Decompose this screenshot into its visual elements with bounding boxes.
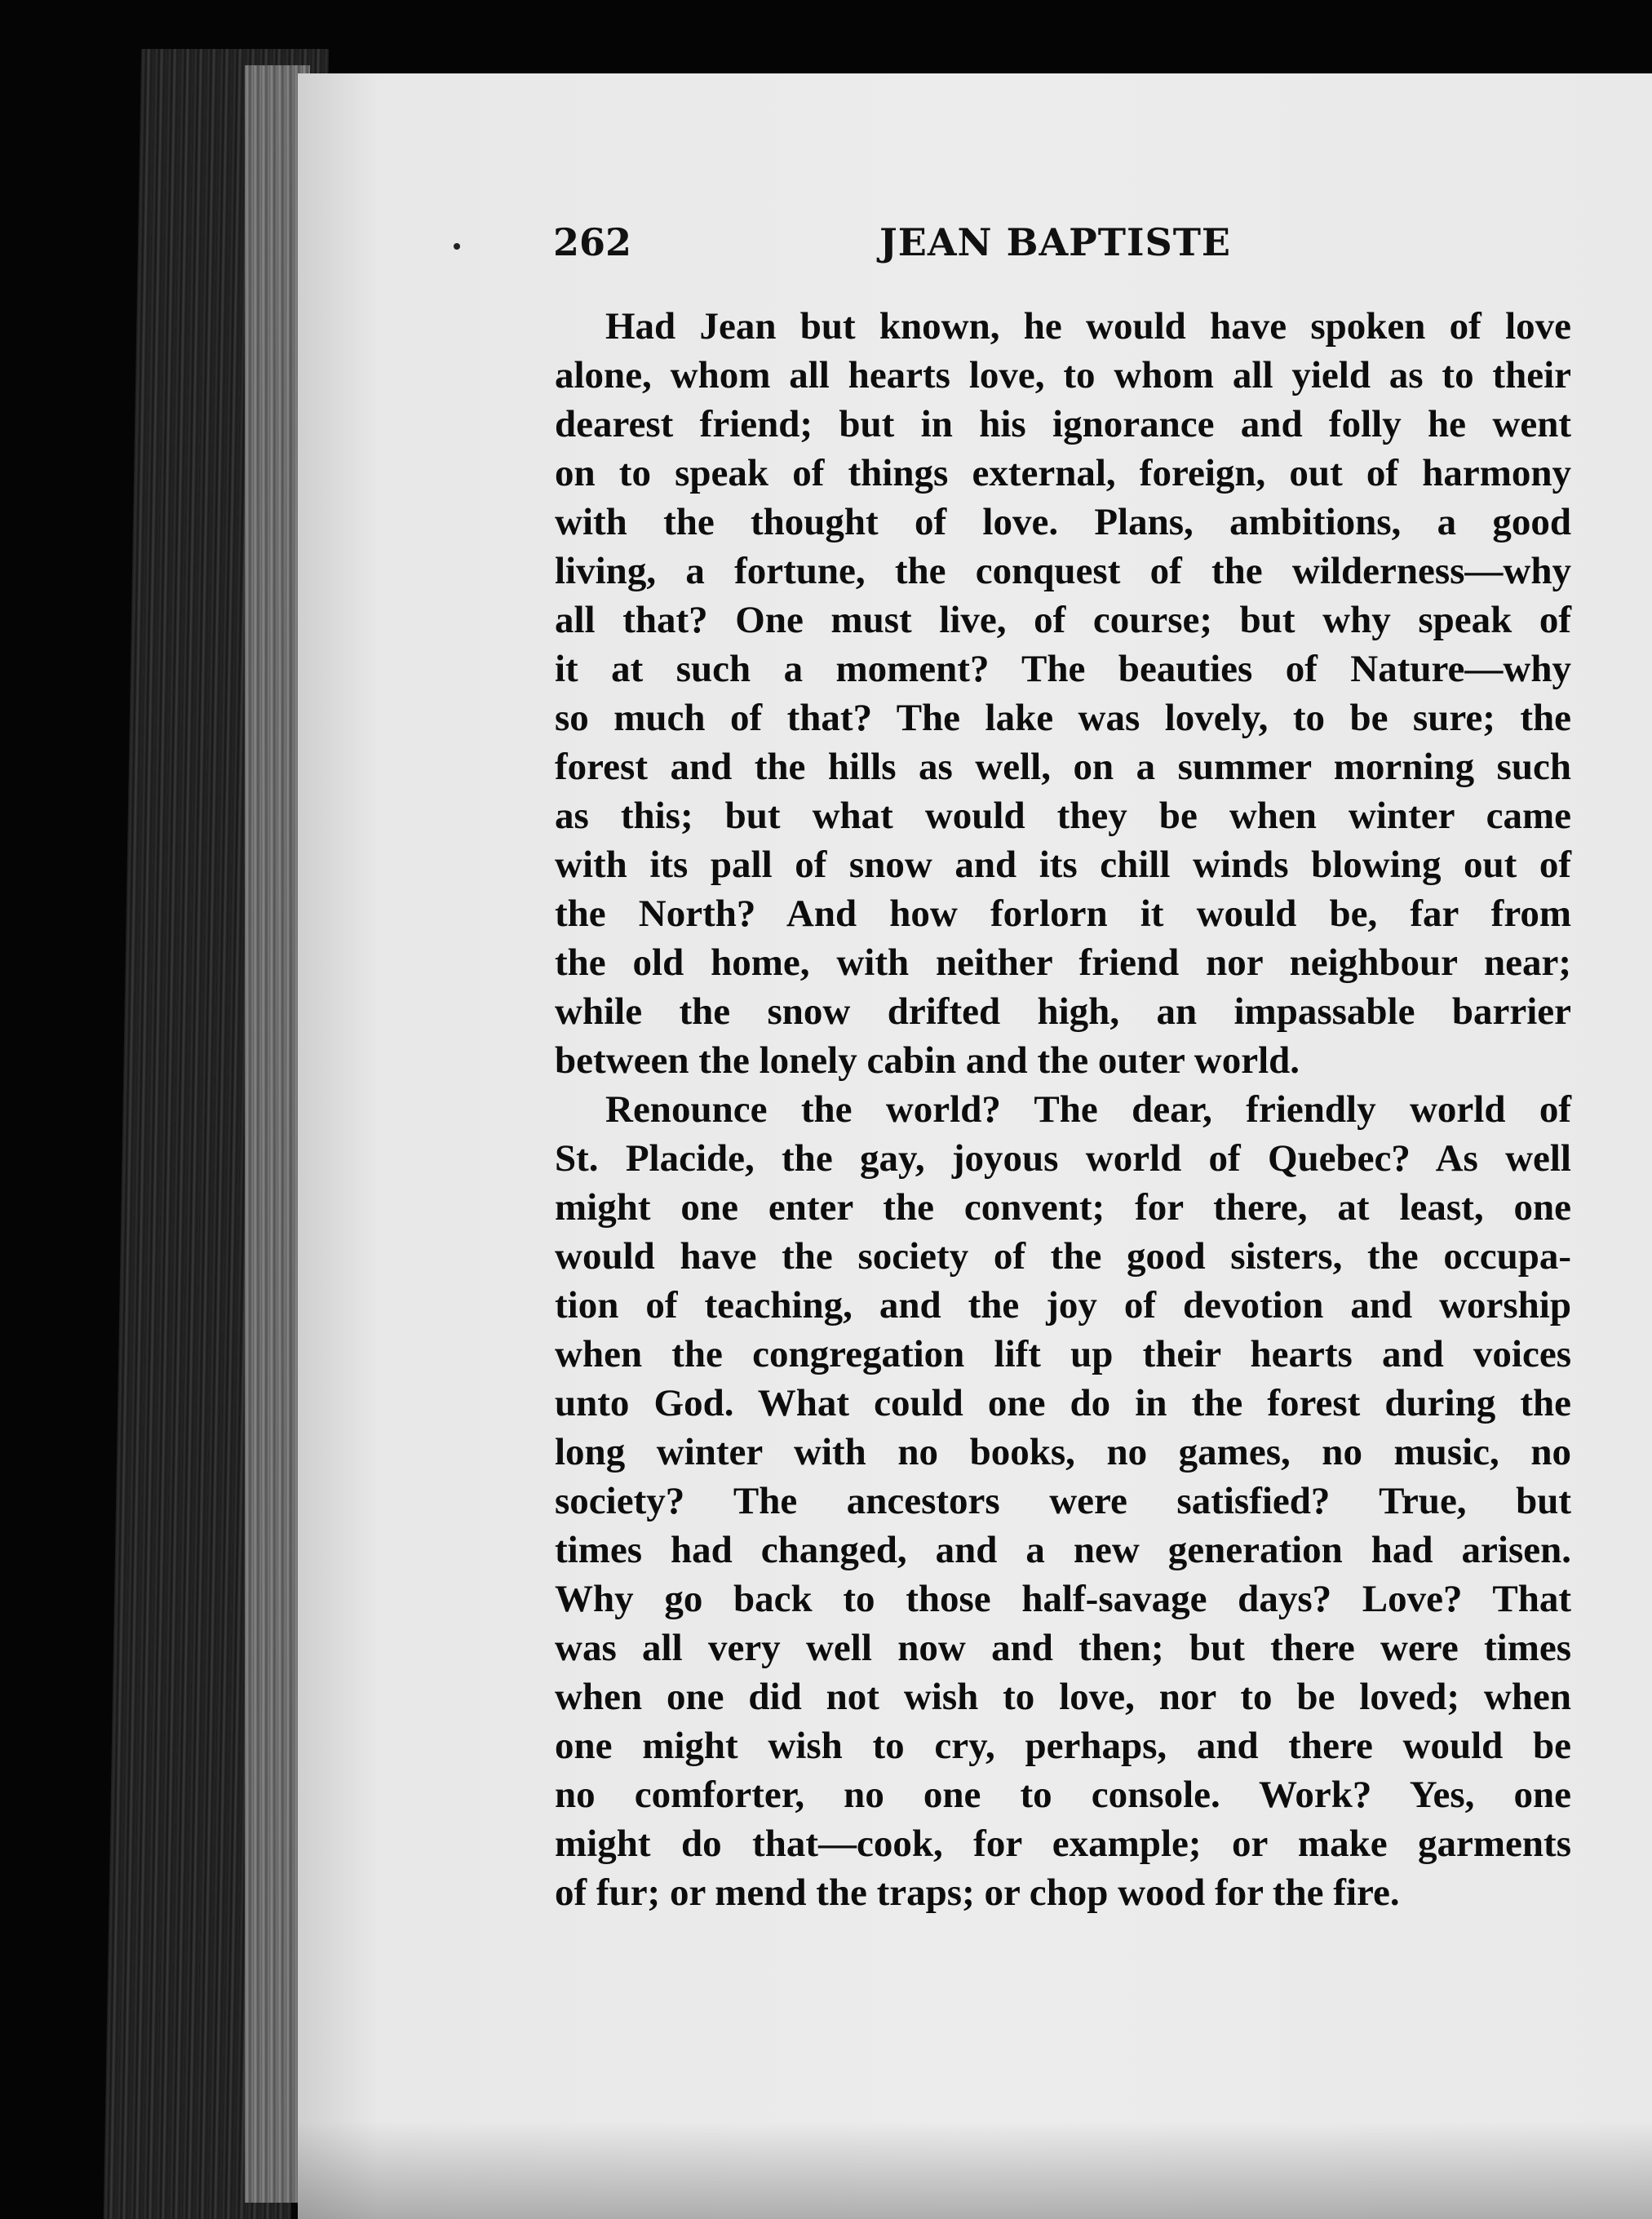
running-head [553,214,1255,271]
text-line: when one did not wish to love, nor to be loved; when [555,1676,1571,1718]
text-line: no comforter, no one to console. Work? Yes, one [555,1774,1571,1816]
text-line: when the congregation lift up their hearts and voices [555,1333,1571,1375]
text-line: St. Placide, the gay, joyous world of Quebec? As well [555,1137,1571,1180]
text-line: one might wish to cry, perhaps, and there would be [555,1725,1571,1767]
text-line: alone, whom all hearts love, to whom all yield as to their [555,354,1571,396]
page-bottom-shadow [298,2121,1652,2219]
text-line: with the thought of love. Plans, ambitions, a good [555,501,1571,543]
text-line: forest and the hills as well, on a summer morning such [555,746,1571,788]
text-line: dearest friend; but in his ignorance and folly he went [555,403,1571,445]
text-line: was all very well now and then; but there were times [555,1627,1571,1669]
paragraph-2 [555,1085,1571,1917]
body-text [555,302,1571,1917]
text-line: while the snow drifted high, an impassable barrier [555,990,1571,1033]
text-line: with its pall of snow and its chill winds blowing out of [555,844,1571,886]
text-line: might one enter the convent; for there, at least, one [555,1186,1571,1229]
margin-dot [454,243,460,250]
text-line: tion of teaching, and the joy of devotion and worship [555,1284,1571,1327]
text-line: unto God. What could one do in the forest during the [555,1382,1571,1424]
text-line: Why go back to those half-savage days? Love? That [555,1578,1571,1620]
text-line: long winter with no books, no games, no music, no [555,1431,1571,1473]
text-line: might do that—cook, for example; or make garments [555,1823,1571,1865]
text-line: Renounce the world? The dear, friendly world of [605,1088,1571,1131]
text-line: the old home, with neither friend nor neighbour near; [555,941,1571,984]
text-line: the North? And how forlorn it would be, far from [555,892,1571,935]
text-line: so much of that? The lake was lovely, to be sure; the [555,697,1571,739]
text-line: would have the society of the good sisters, the occupa- [555,1235,1571,1278]
text-line: as this; but what would they be when winter came [555,795,1571,837]
running-title: JEAN BAPTISTE [879,220,1231,264]
text-line: society? The ancestors were satisfied? True, but [555,1480,1571,1522]
text-line: between the lonely cabin and the outer world. [555,1039,1300,1082]
text-line: Had Jean but known, he would have spoken of love [605,305,1571,348]
text-line: of fur; or mend the traps; or chop wood for the fire. [555,1871,1400,1914]
text-line: living, a fortune, the conquest of the wilderness—why [555,550,1571,592]
page-number: 262 [553,220,632,264]
paragraph-1 [555,302,1571,1085]
text-line: on to speak of things external, foreign, out of harmony [555,452,1571,494]
text-line: all that? One must live, of course; but why speak of [555,599,1571,641]
text-line: times had changed, and a new generation had arisen. [555,1529,1571,1571]
text-line: it at such a moment? The beauties of Nature—why [555,648,1571,690]
